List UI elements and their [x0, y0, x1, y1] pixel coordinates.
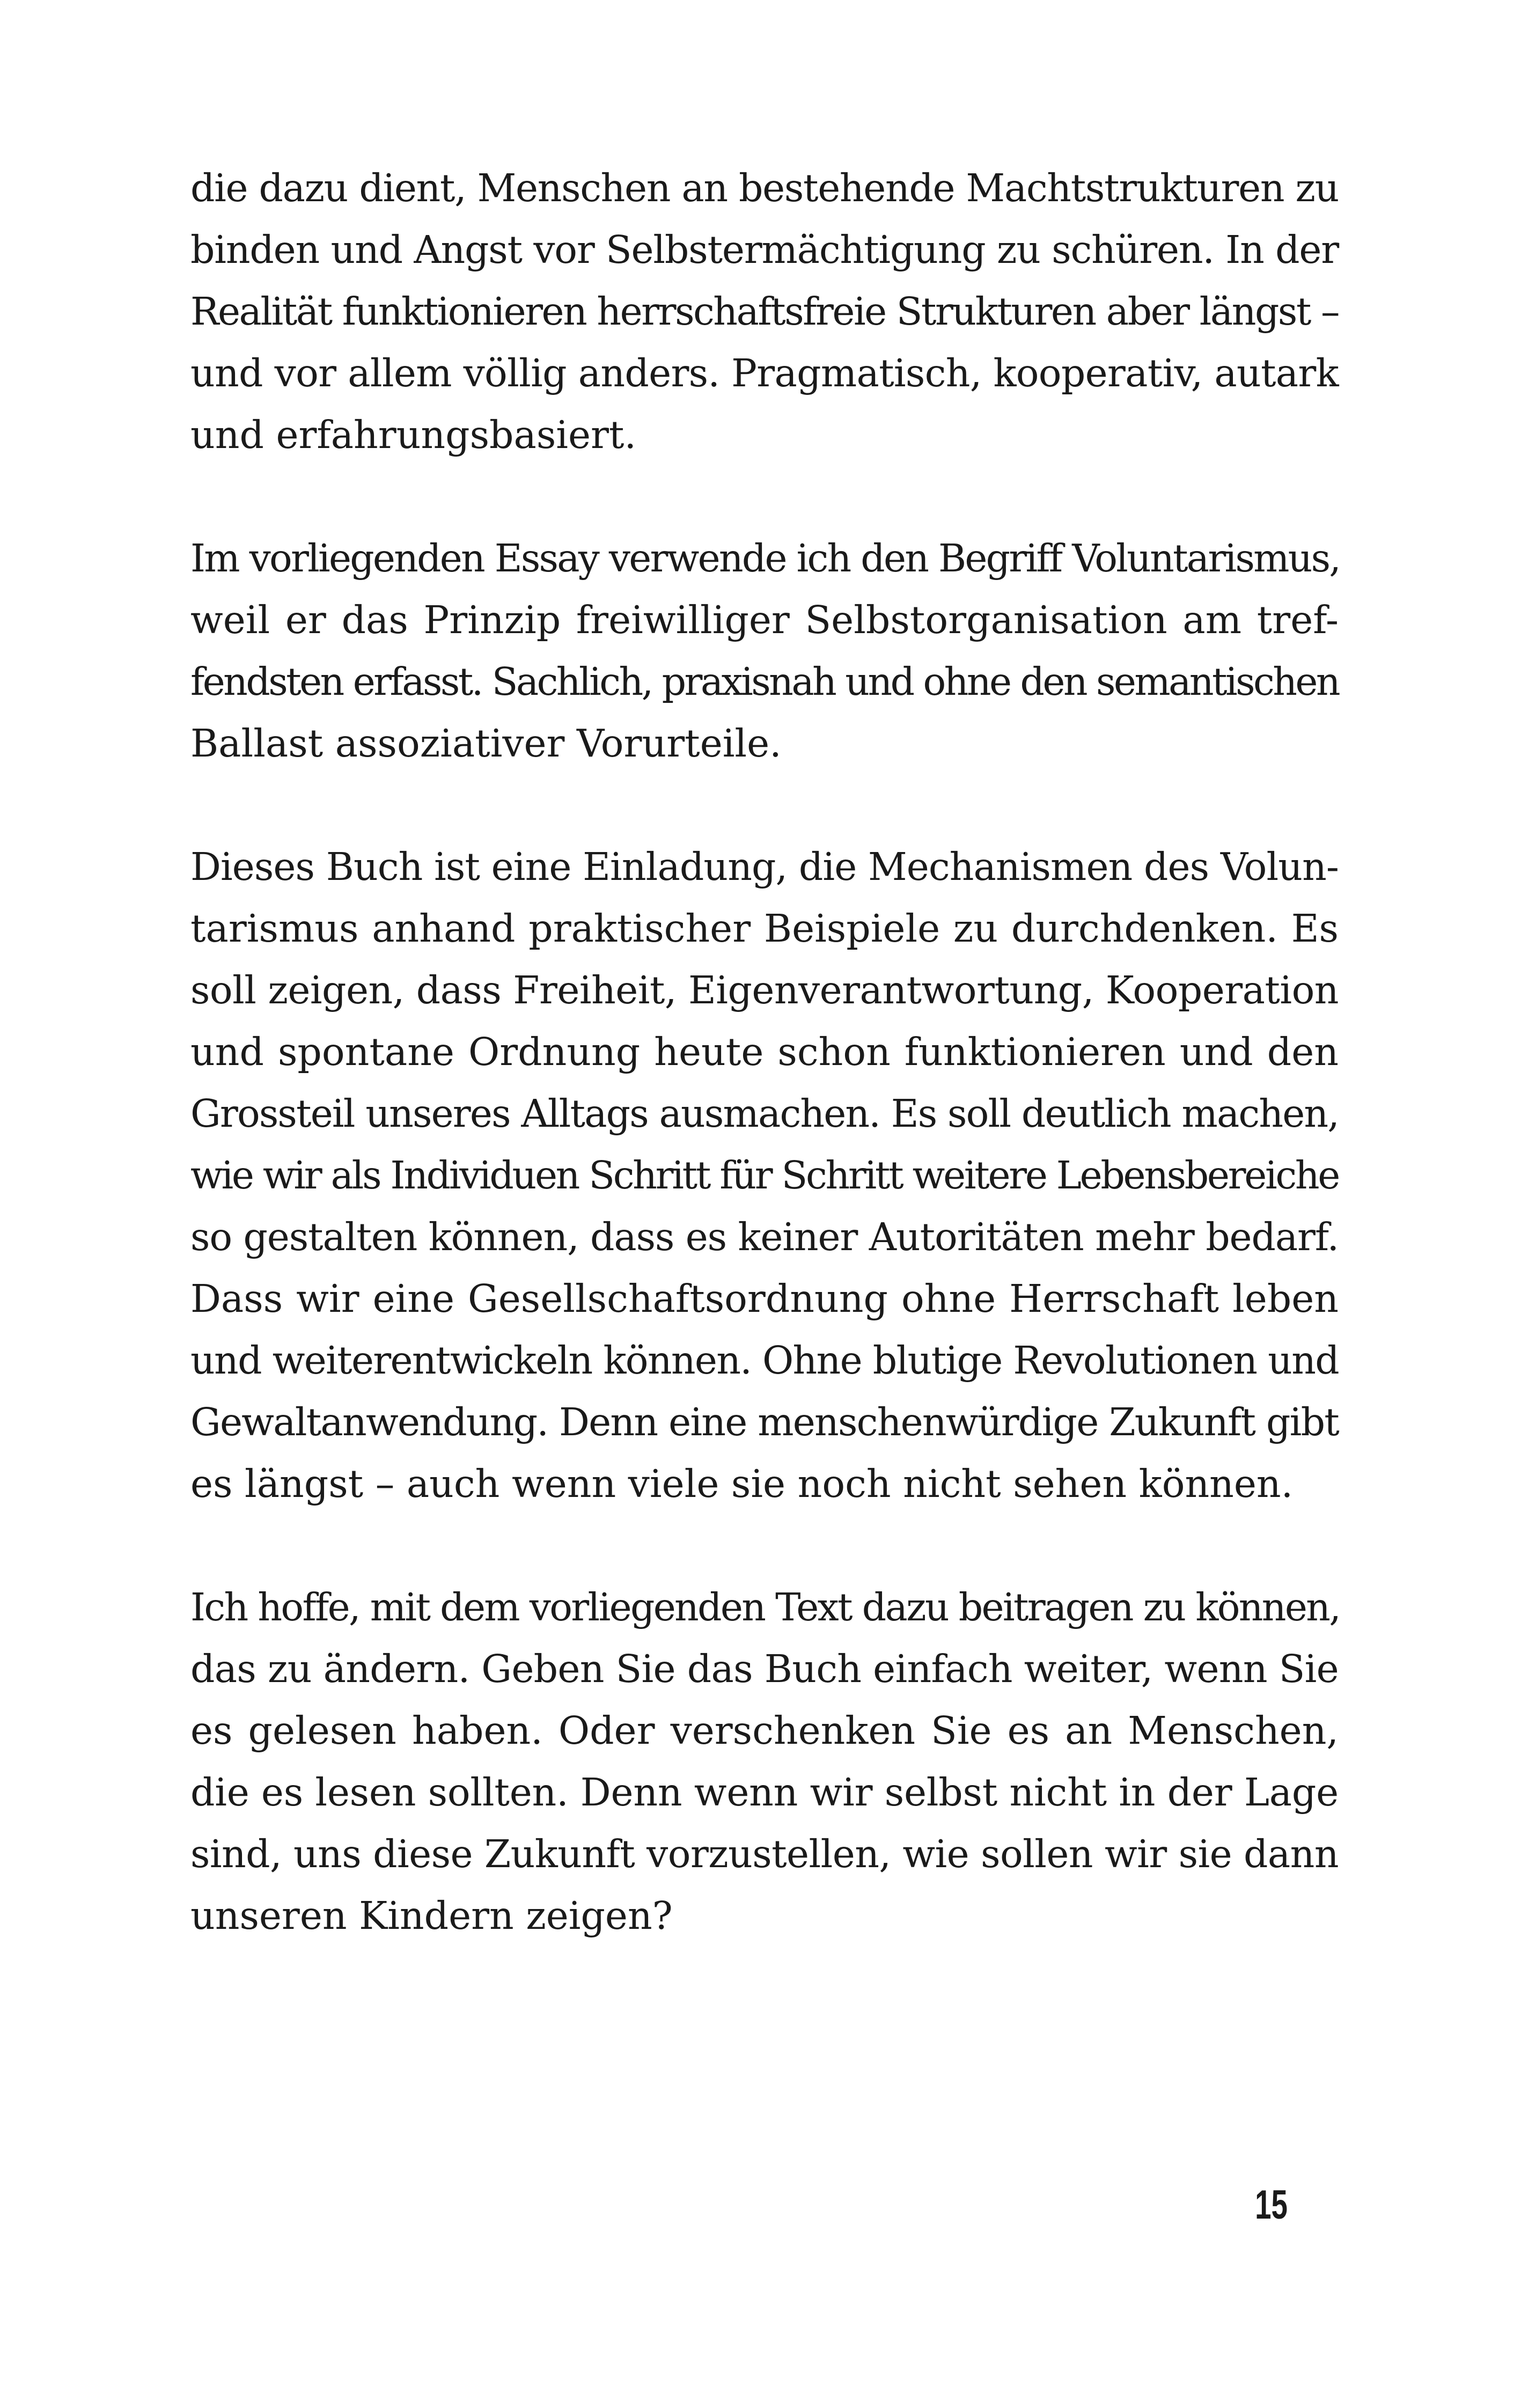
- text-line: und spontane Ordnung heute schon funktionieren und den: [190, 1030, 1339, 1074]
- text-line: das zu ändern. Geben Sie das Buch einfach weiter, wenn Sie: [190, 1647, 1339, 1691]
- text-line: wie wir als Individuen Schritt für Schritt weitere Lebensbereiche: [190, 1153, 1339, 1198]
- text-line: Ballast assoziativer Vorurteile.: [190, 721, 782, 766]
- page-number: 15: [1255, 2182, 1288, 2228]
- text-line: Grossteil unseres Alltags ausmachen. Es soll deutlich machen,: [190, 1091, 1339, 1136]
- text-line: Realität funktionieren herrschaftsfreie Strukturen aber längst –: [190, 289, 1339, 334]
- text-line: sind, uns diese Zukunft vorzustellen, wie sollen wir sie dann: [190, 1832, 1339, 1876]
- text-line: weil er das Prinzip freiwilliger Selbstorganisation am tref-: [190, 598, 1339, 642]
- text-line: und weiterentwickeln können. Ohne blutige Revolutionen und: [190, 1338, 1339, 1383]
- text-line: die dazu dient, Menschen an bestehende Machtstrukturen zu: [190, 166, 1339, 210]
- text-line: die es lesen sollten. Denn wenn wir selbst nicht in der Lage: [190, 1770, 1339, 1815]
- text-line: tarismus anhand praktischer Beispiele zu durchdenken. Es: [190, 906, 1339, 951]
- text-line: Ich hoffe, mit dem vorliegenden Text dazu beitragen zu können,: [190, 1585, 1340, 1629]
- text-line: und erfahrungsbasiert.: [190, 413, 637, 457]
- text-line: es längst – auch wenn viele sie noch nicht sehen können.: [190, 1462, 1294, 1506]
- text-line: soll zeigen, dass Freiheit, Eigenverantwortung, Kooperation: [190, 968, 1339, 1012]
- text-line: es gelesen haben. Oder verschenken Sie es an Menschen,: [190, 1708, 1339, 1753]
- text-line: Dieses Buch ist eine Einladung, die Mechanismen des Volun-: [190, 845, 1339, 889]
- text-line: Dass wir eine Gesellschaftsordnung ohne Herrschaft leben: [190, 1276, 1339, 1321]
- text-line: unseren Kindern zeigen?: [190, 1893, 673, 1938]
- text-line: so gestalten können, dass es keiner Autoritäten mehr bedarf.: [190, 1215, 1339, 1259]
- text-line: und vor allem völlig anders. Pragmatisch, kooperativ, autark: [190, 351, 1339, 395]
- text-line: Gewaltanwendung. Denn eine menschenwürdige Zukunft gibt: [190, 1400, 1339, 1444]
- text-line: Im vorliegenden Essay verwende ich den Begriff Voluntarismus,: [190, 536, 1340, 581]
- text-line: fendsten erfasst. Sachlich, praxisnah und ohne den semantischen: [190, 659, 1339, 704]
- text-line: binden und Angst vor Selbstermächtigung zu schüren. In der: [190, 227, 1339, 272]
